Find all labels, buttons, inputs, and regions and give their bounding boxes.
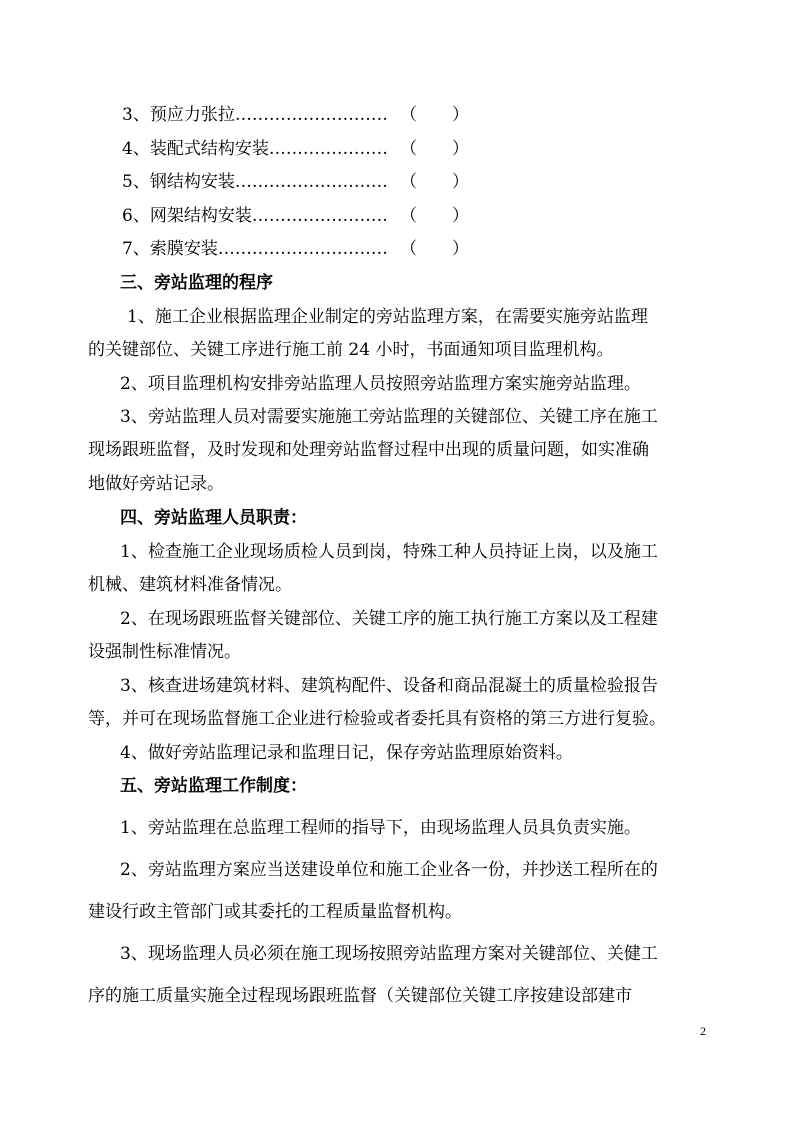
list-item-text: 4、装配式结构安装………………… [122,139,388,159]
list-item [122,238,469,260]
list-item [122,138,469,160]
paragraph-line: 设强制性标准情况。 [88,642,241,662]
open-paren: （ [400,105,417,125]
section-heading: 五、旁站监理工作制度： [120,776,307,796]
section-heading: 三、旁站监理的程序 [120,273,273,293]
paragraph-line: 地做好旁站记录。 [88,474,224,494]
paragraph-line: 建设行政主管部门或其委托的工程质量监督机构。 [88,902,462,922]
paragraph-line: 1、检查施工企业现场质检人员到岗，特殊工种人员持证上岗，以及施工 [120,542,658,562]
paragraph-line: 等，并可在现场监督施工企业进行检验或者委托具有资格的第三方进行复验。 [88,709,666,729]
paragraph-line: 3、核查进场建筑材料、建筑构配件、设备和商品混凝土的质量检验报告 [120,676,658,696]
paragraph-line: 2、旁站监理方案应当送建设单位和施工企业各一份，并抄送工程所在的 [120,860,658,880]
paragraph-line: 1、旁站监理在总监理工程师的指导下，由现场监理人员具负责实施。 [120,818,641,838]
list-item-text: 3、预应力张拉……………………… [122,105,388,125]
list-item-text: 7、索膜安装………………………… [122,239,388,259]
paragraph-line: 序的施工质量实施全过程现场跟班监督（关键部位关键工序按建设部建市 [88,986,632,1006]
close-paren: ） [452,172,469,192]
paragraph-line: 现场跟班监督，及时发现和处理旁站监督过程中出现的质量问题，如实准确 [88,440,649,460]
list-item-text: 6、网架结构安装…………………… [122,206,388,226]
paragraph-line: 3、旁站监理人员对需要实施施工旁站监理的关键部位、关键工序在施工 [120,407,658,427]
open-paren: （ [400,139,417,159]
open-paren: （ [400,172,417,192]
list-item [122,104,469,126]
list-item [122,205,469,227]
open-paren: （ [400,206,417,226]
list-item-text: 5、钢结构安装……………………… [122,172,388,192]
close-paren: ） [452,239,469,259]
section-heading: 四、旁站监理人员职责： [120,508,307,528]
paragraph-line: 4、做好旁站监理记录和监理日记，保存旁站监理原始资料。 [120,743,573,763]
close-paren: ） [452,105,469,125]
paragraph-line: 3、现场监理人员必须在施工现场按照旁站监理方案对关键部位、关健工 [120,944,658,964]
list-item [122,171,469,193]
open-paren: （ [400,239,417,259]
paragraph-line: 机械、建筑材料准备情况。 [88,575,292,595]
paragraph-line: 2、项目监理机构安排旁站监理人员按照旁站监理方案实施旁站监理。 [120,374,641,394]
paragraph-line: 1、施工企业根据监理企业制定的旁站监理方案，在需要实施旁站监理 [127,307,648,327]
close-paren: ） [452,139,469,159]
close-paren: ） [452,206,469,226]
paragraph-line: 的关键部位、关键工序进行施工前 24 小时，书面通知项目监理机构。 [88,340,614,360]
page-number: 2 [700,1024,706,1038]
paragraph-line: 2、在现场跟班监督关键部位、关键工序的施工执行施工方案以及工程建 [120,609,658,629]
